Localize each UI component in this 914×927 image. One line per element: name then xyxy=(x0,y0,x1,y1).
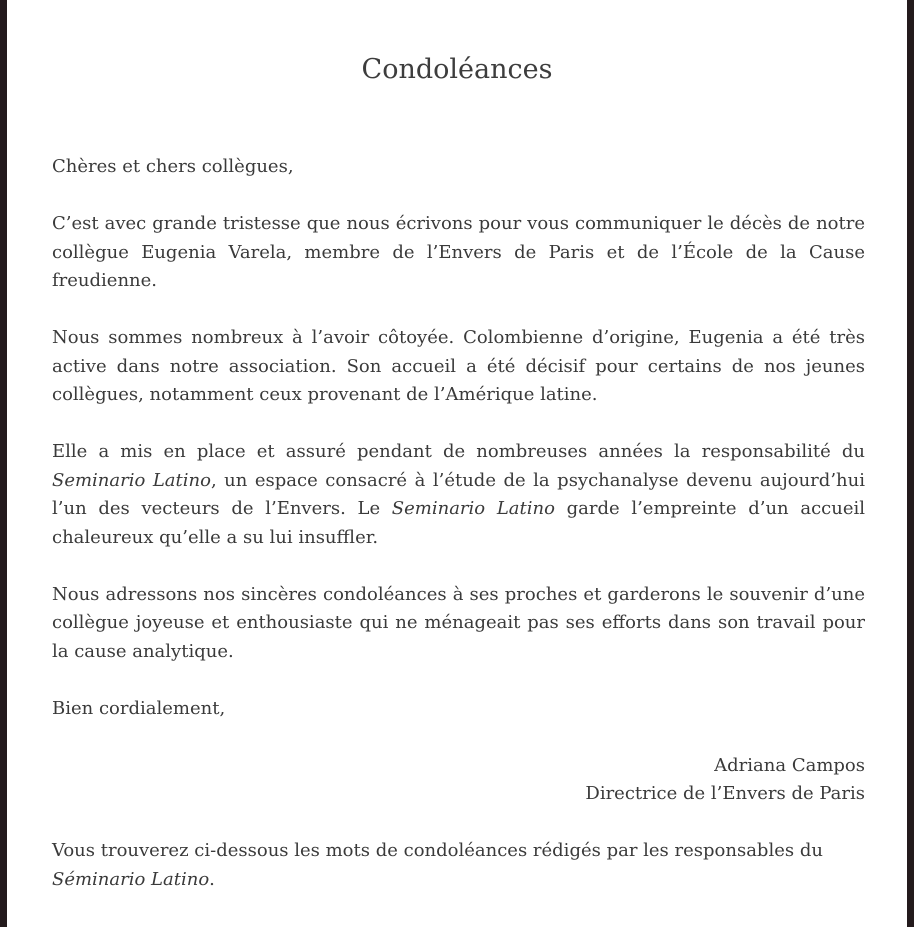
paragraph-seminario-part-2: , un espace consacré à l’étude de la psychanalyse devenu aujourd’hui l’un des vecteurs de l’Envers. Le xyxy=(52,469,865,519)
signature-role: Directrice de l’Envers de Paris xyxy=(585,783,865,804)
letter-page xyxy=(7,0,907,927)
paragraph-seminario xyxy=(52,438,865,552)
footer-note xyxy=(52,837,865,894)
paragraph-announcement: C’est avec grande tristesse que nous écrivons pour vous communiquer le décès de notre collègue Eugenia Varela, membre de l’Envers de Paris et de l’École de la Cause freudienne. xyxy=(52,213,865,291)
footer-note-end: . xyxy=(209,868,215,890)
seminario-latino-title: Seminario Latino xyxy=(52,469,211,491)
paragraph-condolences: Nous adressons nos sincères condoléances à ses proches et garderons le souvenir d’une collègue joyeuse et enthousiaste qui ne ménageait pas ses efforts dans son travail pour la cause analytique. xyxy=(52,583,865,662)
footer-note-text: Vous trouverez ci-dessous les mots de condoléances rédigés par les responsables du xyxy=(52,840,823,861)
signature-block xyxy=(52,752,865,809)
seminario-latino-title-2: Seminario Latino xyxy=(391,498,555,519)
page-title: Condoléances xyxy=(361,54,553,85)
seminario-latino-footer-title: Séminario Latino xyxy=(52,868,210,890)
greeting: Chères et chers collègues, xyxy=(52,156,294,177)
signature-name: Adriana Campos xyxy=(714,754,865,776)
paragraph-memories: Nous sommes nombreux à l’avoir côtoyée. Colombienne d’origine, Eugenia a été très active dans notre association. Son accueil a été décisif pour certains de nos jeunes collègues, notamment ceux provenant de l’Amérique latine. xyxy=(52,327,865,405)
closing: Bien cordialement, xyxy=(52,697,226,719)
paragraph-seminario-part-1: Elle a mis en place et assuré pendant de nombreuses années la responsabilité du xyxy=(52,441,865,462)
letter-body xyxy=(52,153,865,923)
paragraph-seminario-part-3: garde l’empreinte d’un accueil chaleureux qu’elle a su lui insuffler. xyxy=(52,498,865,548)
